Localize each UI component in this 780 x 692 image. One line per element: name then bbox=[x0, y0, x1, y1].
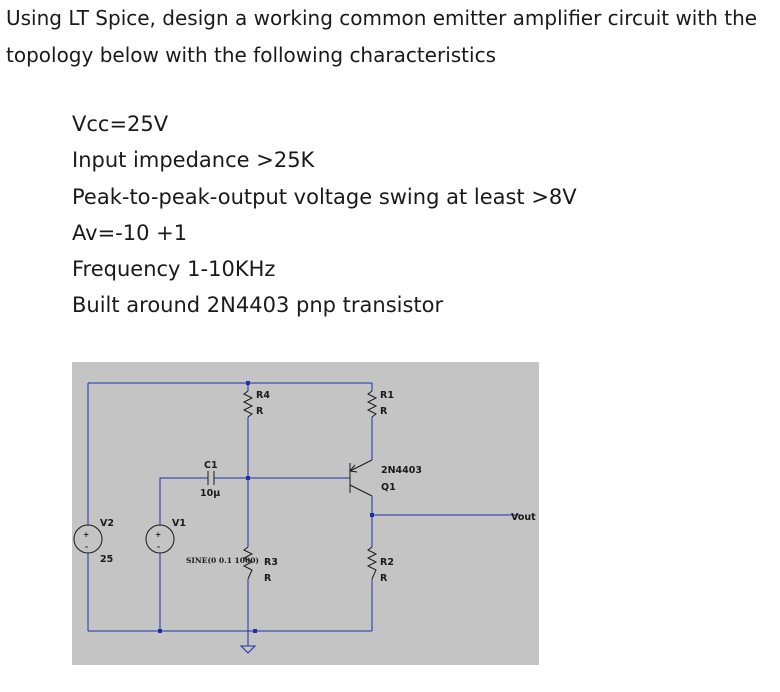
r4-value: R bbox=[256, 406, 264, 417]
v2-value: 25 bbox=[100, 554, 114, 565]
r4-resistor-symbol bbox=[244, 391, 252, 417]
v1-name: V1 bbox=[172, 518, 186, 529]
plus-icon: + bbox=[155, 530, 162, 539]
r2-value: R bbox=[380, 573, 388, 584]
plus-icon: + bbox=[83, 530, 90, 539]
r1-resistor-symbol bbox=[368, 391, 376, 417]
spec-list bbox=[72, 106, 577, 324]
r4-name: R4 bbox=[256, 390, 270, 401]
q1-name: Q1 bbox=[381, 482, 396, 493]
r2-name: R2 bbox=[380, 557, 394, 568]
r3-value: R bbox=[264, 573, 272, 584]
junction-dot bbox=[158, 629, 162, 633]
junction-dot bbox=[253, 629, 257, 633]
vout-label: Vout bbox=[511, 512, 536, 523]
minus-icon: - bbox=[157, 542, 161, 551]
v1-wire bbox=[160, 478, 208, 631]
spec-item: Input impedance >25K bbox=[72, 148, 315, 173]
c1-value: 10µ bbox=[200, 488, 221, 499]
junction-dot bbox=[246, 476, 250, 480]
spec-item: Peak-to-peak-output voltage swing at least >8V bbox=[72, 184, 577, 209]
r1-value: R bbox=[380, 406, 388, 417]
circuit-schematic bbox=[72, 362, 539, 665]
spec-item: Vcc=25V bbox=[72, 112, 169, 136]
spec-item: Built around 2N4403 pnp transistor bbox=[72, 293, 444, 318]
junction-dot bbox=[246, 381, 250, 385]
question-intro: Using LT Spice, design a working common emitter amplifier circuit with the topology below with the following characteristics bbox=[6, 6, 758, 67]
v2-name: V2 bbox=[100, 518, 114, 529]
v1-value: SINE(0 0.1 1000) bbox=[186, 556, 259, 565]
c1-name: C1 bbox=[204, 460, 218, 471]
q1-model: 2N4403 bbox=[381, 465, 423, 476]
spec-item: Av=-10 +1 bbox=[72, 220, 188, 245]
r1-name: R1 bbox=[380, 390, 394, 401]
junction-dot bbox=[370, 513, 374, 517]
minus-icon: - bbox=[85, 542, 89, 551]
spec-item: Frequency 1-10KHz bbox=[72, 257, 276, 282]
r3-name: R3 bbox=[264, 557, 278, 568]
ground-icon bbox=[241, 646, 255, 653]
q1-transistor-symbol bbox=[350, 460, 372, 496]
r2-resistor-symbol bbox=[368, 547, 376, 579]
